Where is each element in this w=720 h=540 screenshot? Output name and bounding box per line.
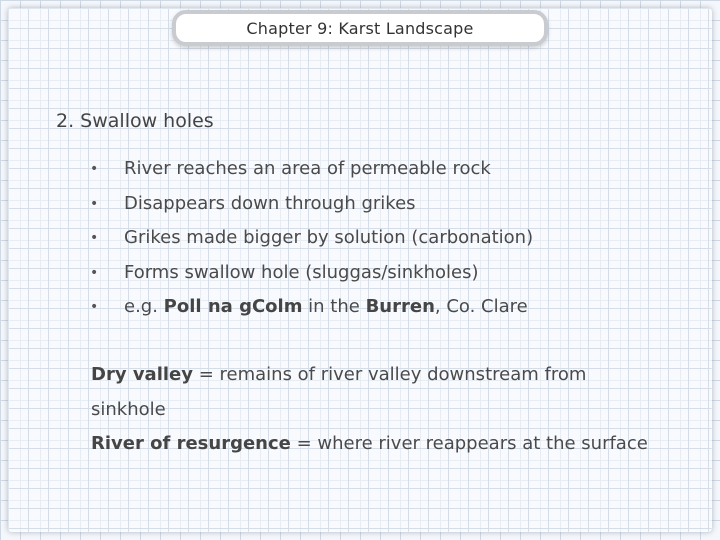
example-middle: in the xyxy=(302,296,366,317)
bullet-item xyxy=(90,221,533,256)
example-prefix: e.g. xyxy=(124,296,164,317)
definitions xyxy=(91,358,651,462)
bullet-item xyxy=(90,256,533,291)
bullet-icon: • xyxy=(90,264,99,281)
bullet-icon: • xyxy=(90,299,99,315)
title-banner xyxy=(172,10,548,46)
bullet-text: Grikes made bigger by solution (carbonation) xyxy=(124,227,534,248)
definition-text: = remains of river valley downstream from sinkhole xyxy=(91,364,587,420)
slide-title: Chapter 9: Karst Landscape xyxy=(246,18,474,38)
bullet-icon: • xyxy=(90,161,99,177)
definition-text: = where river reappears at the surface xyxy=(290,433,648,454)
bullet-item xyxy=(90,152,533,187)
definition-term: River of resurgence xyxy=(91,433,291,454)
example-suffix: , Co. Clare xyxy=(434,296,528,317)
example-region: Burren xyxy=(365,296,435,317)
definition-river-of-resurgence xyxy=(91,427,651,462)
section-heading: 2. Swallow holes xyxy=(56,110,214,132)
bullet-text: River reaches an area of permeable rock xyxy=(124,158,491,179)
definition-dry-valley xyxy=(91,358,651,427)
bullet-icon: • xyxy=(90,230,99,246)
bullet-item-example xyxy=(90,290,533,325)
bullet-icon: • xyxy=(90,195,99,212)
example-place: Poll na gColm xyxy=(163,296,303,317)
definition-term: Dry valley xyxy=(91,364,193,385)
bullet-text: Disappears down through grikes xyxy=(124,192,416,214)
bullet-text: Forms swallow hole (sluggas/sinkholes) xyxy=(124,261,479,283)
bullet-item xyxy=(90,187,533,222)
bullet-list xyxy=(90,152,533,325)
